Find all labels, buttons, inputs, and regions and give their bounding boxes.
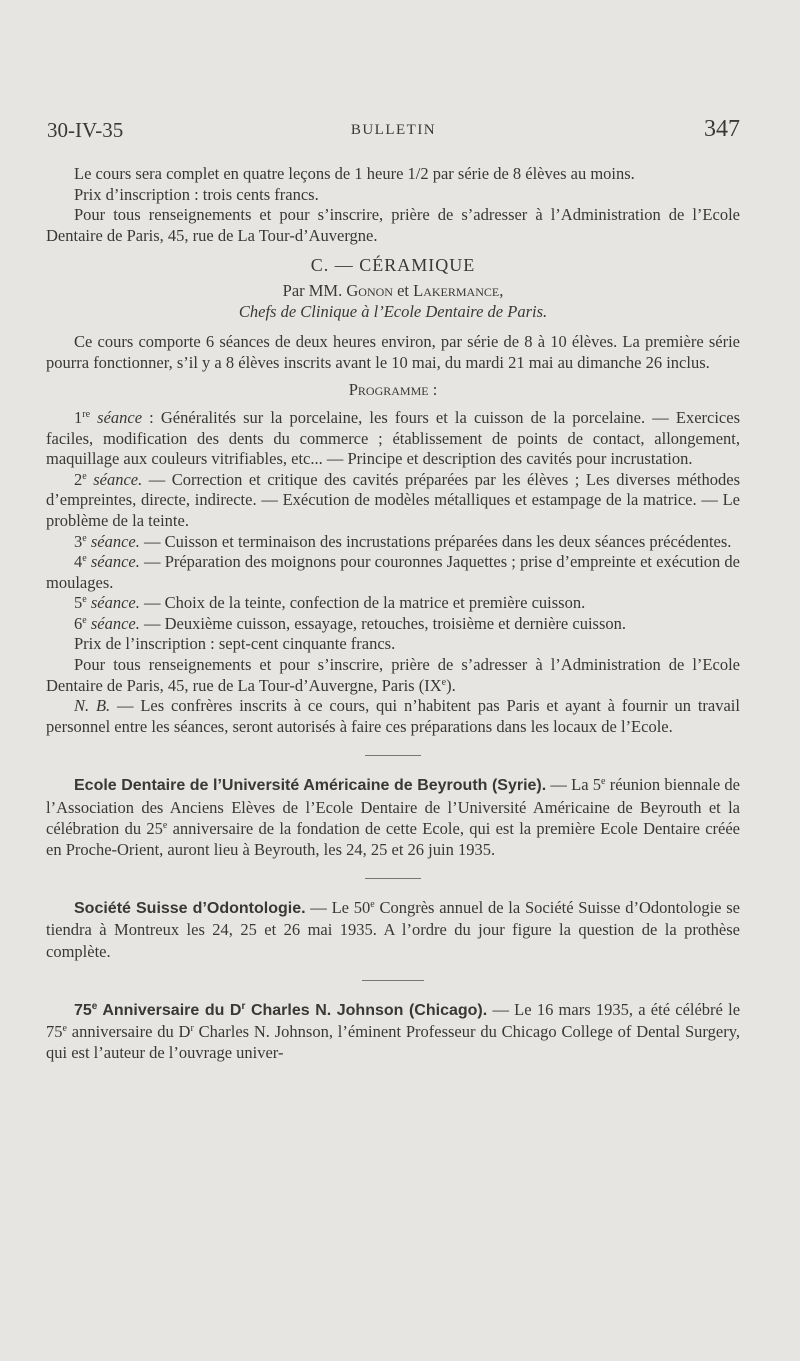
authors-prefix: Par MM.: [282, 280, 343, 300]
header-date: 30-IV-35: [47, 118, 124, 142]
section-c-intro: Ce cours comporte 6 séances de deux heures environ, par série de 8 à 10 élèves. La première série pourra fonctionner, s’il y a 8 élèves inscrits avant le 10 mai, du mardi 21 mai au dimanche 26 inclus.: [46, 332, 740, 372]
course-b-contact: Pour tous renseignements et pour s’inscrire, prière de s’adresser à l’Administration de l’Ecole Dentaire de Paris, 45, rue de La Tour-d’Auvergne.: [46, 205, 740, 245]
news-johnson: 75e Anniversaire du $D^r$ Charles N. Johnson (Chicago). — Le 16 mars 1935, a été célébré le 75e anniversaire du $D^r$ Charles N. Johnson, l’éminent Professeur du Chicago College of Dental Surgery, qui est l’auteur de l’ouvrage univer-: [46, 999, 741, 1063]
session-4: 4e séance. — Préparation des moignons pour couronnes Jaquettes ; prise d’empreinte et exécution de moulages.: [46, 552, 741, 592]
author-gonon: Gonon: [346, 280, 393, 300]
author-lakermance: Lakermance,: [413, 280, 504, 300]
affiliation-text: Chefs de Clinique à l’Ecole Dentaire de Paris.: [238, 301, 548, 321]
programme-heading: Programme :: [348, 380, 438, 400]
running-header: [47, 114, 740, 148]
divider: [365, 755, 421, 756]
section-c-contact: Pour tous renseignements et pour s’inscrire, prière de s’adresser à l’Administration de l’Ecole Dentaire de Paris, 45, rue de La Tour-d’Auvergne, Paris (IXe).: [46, 655, 740, 695]
session-1: 1re séance : Généralités sur la porcelaine, les fours et la cuisson de la porcelaine. — Exercices faciles, modification des dents du commerce ; établissement de points de contact, allongement, maquillage aux couleurs vitrifiables, etc... — Principe et description des cavités pour incrustation.: [46, 407, 741, 469]
news-section: [46, 774, 740, 1063]
page-body: [46, 164, 740, 1063]
header-title: BULLETIN: [350, 122, 437, 138]
section-c-authors: [46, 281, 740, 302]
divider: [365, 878, 421, 879]
news-suisse: Société Suisse d’Odontologie. — Le 50e Congrès annuel de la Société Suisse d’Odontologie se tiendra à Montreux les 24, 25 et 26 mai 1935. A l’ordre du jour figure la question de la prothèse complète.: [46, 898, 740, 961]
page-number: 347: [704, 116, 740, 142]
course-b-duration: Le cours sera complet en quatre leçons de 1 heure 1/2 par série de 8 élèves au moins.: [74, 164, 635, 183]
news-suisse-title: Société Suisse d’Odontologie.: [74, 900, 306, 918]
section-c-price: Prix de l’inscription : sept-cent cinquante francs.: [74, 634, 396, 654]
section-c-affiliation: [46, 302, 740, 323]
course-b-price: Prix d’inscription : trois cents francs.: [74, 184, 319, 204]
news-beyrouth-title: Ecole Dentaire de l’Université Américaine de Beyrouth (Syrie).: [74, 777, 547, 795]
section-c-nb: N. B. — Les confrères inscrits à ce cours, qui n’habitent pas Paris et ayant à fournir un travail personnel entre les séances, seront autorisés à faire ces préparations dans les locaux de l’Ecole.: [46, 696, 740, 736]
divider: [362, 980, 424, 981]
session-3: 3e séance. — Cuisson et terminaison des incrustations préparées dans les deux séances précédentes.: [74, 531, 732, 551]
session-2: 2e séance. — Correction et critique des cavités préparées par les élèves ; Les diverses méthodes d’empreintes, directe, indirecte. — Exécution de modèles métalliques et estampage de la matrice. — Le problème de la teinte.: [46, 469, 741, 530]
authors-and: et: [397, 280, 409, 300]
news-johnson-title: 75e Anniversaire du $D^r$ Charles N. Johnson (Chicago).: [74, 1000, 488, 1019]
session-5: 5e séance. — Choix de la teinte, confection de la matrice et première cuisson.: [74, 593, 586, 613]
news-beyrouth: Ecole Dentaire de l’Université Américaine de Beyrouth (Syrie). — La 5e réunion biennale de l’Association des Anciens Elèves de l’Ecole Dentaire de l’Université Américaine de Beyrouth et la célébration du 25e anniversaire de la fondation de cette Ecole, qui est la première Ecole Dentaire créée en Proche-Orient, auront lieu à Beyrouth, les 24, 25 et 26 juin 1935.: [46, 775, 740, 860]
session-6: 6e séance. — Deuxième cuisson, essayage, retouches, troisième et dernière cuisson.: [74, 613, 626, 633]
section-c-title: C. — CÉRAMIQUE: [310, 255, 476, 276]
